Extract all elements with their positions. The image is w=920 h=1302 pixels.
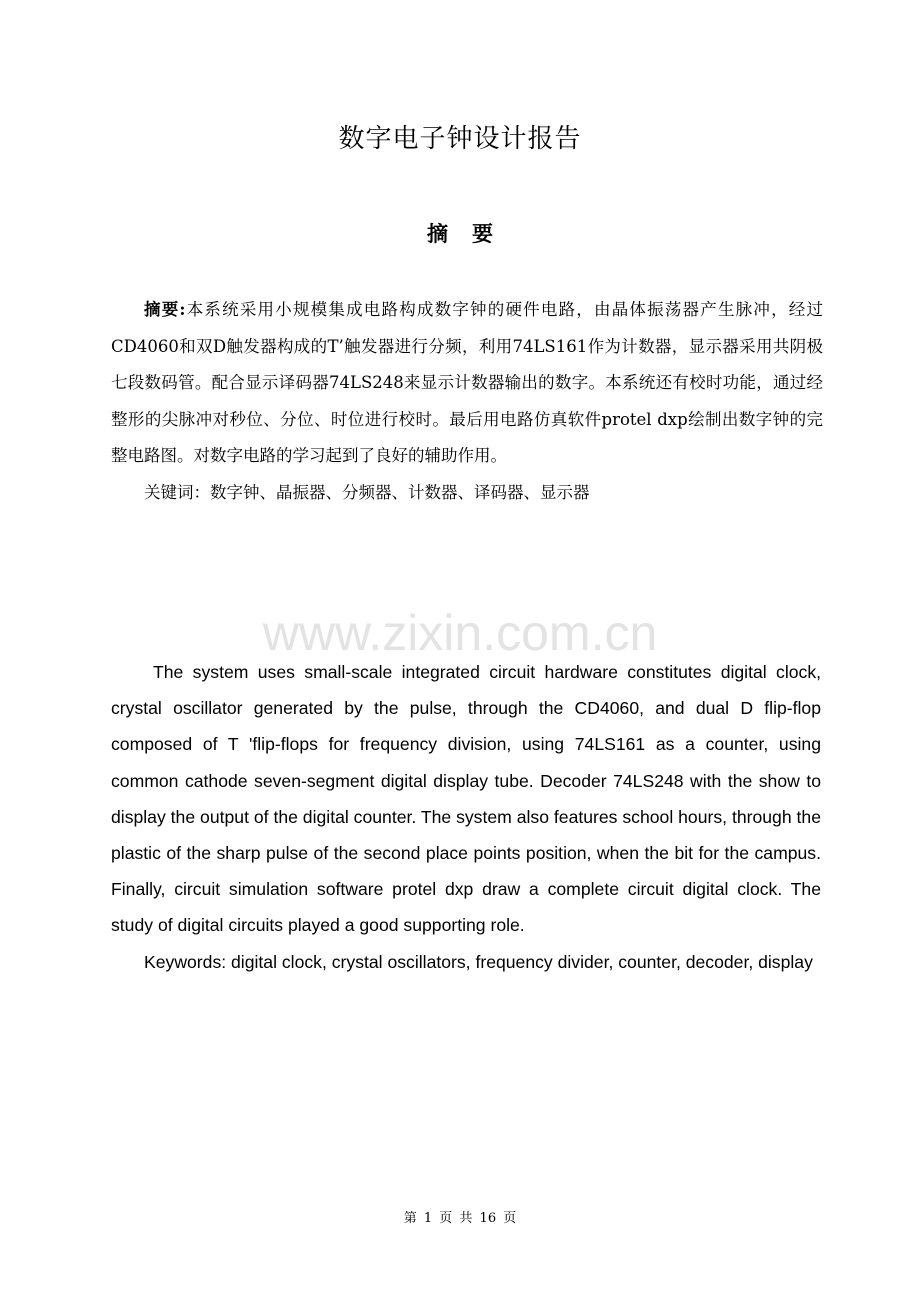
english-abstract-body: The system uses small-scale integrated circuit hardware constitutes digital clock, crystal oscillator generated by the pulse, through the CD4060, and dual D flip-flop composed of T 'flip-flops for frequency division, using 74LS161 as a counter, using common cathode seven-segment digital display tube. Decoder 74LS248 with the show to display the output of the digital counter. The system also features school hours, through the plastic of the sharp pulse of the second place points position, when the bit for the campus. Finally, circuit simulation software protel dxp draw a complete circuit digital clock. The study of digital circuits played a good supporting role. — [111, 662, 821, 936]
english-keywords: Keywords: digital clock, crystal oscillators, frequency divider, counter, decoder, display — [144, 951, 813, 972]
english-abstract — [111, 654, 821, 980]
document-title: 数字电子钟设计报告 — [338, 124, 582, 154]
chinese-abstract-label: 摘要: — [144, 300, 186, 319]
chinese-keywords: 关键词：数字钟、晶振器、分频器、计数器、译码器、显示器 — [144, 482, 590, 502]
page-footer: 第 1 页 共 16 页 — [403, 1211, 517, 1226]
chinese-abstract-paragraph — [111, 292, 823, 475]
abstract-heading-char-2: 要 — [472, 222, 493, 246]
chinese-abstract-body: 本系统采用小规模集成电路构成数字钟的硬件电路，由晶体振荡器产生脉冲，经过CD4060和双D触发器构成的T’触发器进行分频，利用74LS161作为计数器，显示器采用共阴极七段数码管。配合显示译码器74LS248来显示计数器输出的数字。本系统还有校时功能，通过经整形的尖脉冲对秒位、分位、时位进行校时。最后用电路仿真软件protel dxp绘制出数字钟的完整电路图。对数字电路的学习起到了良好的辅助作用。 — [111, 300, 824, 465]
watermark: www.zixin.com.cn — [262, 605, 658, 661]
chinese-abstract — [111, 292, 823, 511]
abstract-heading-char-1: 摘 — [427, 222, 448, 246]
abstract-heading — [0, 218, 920, 248]
